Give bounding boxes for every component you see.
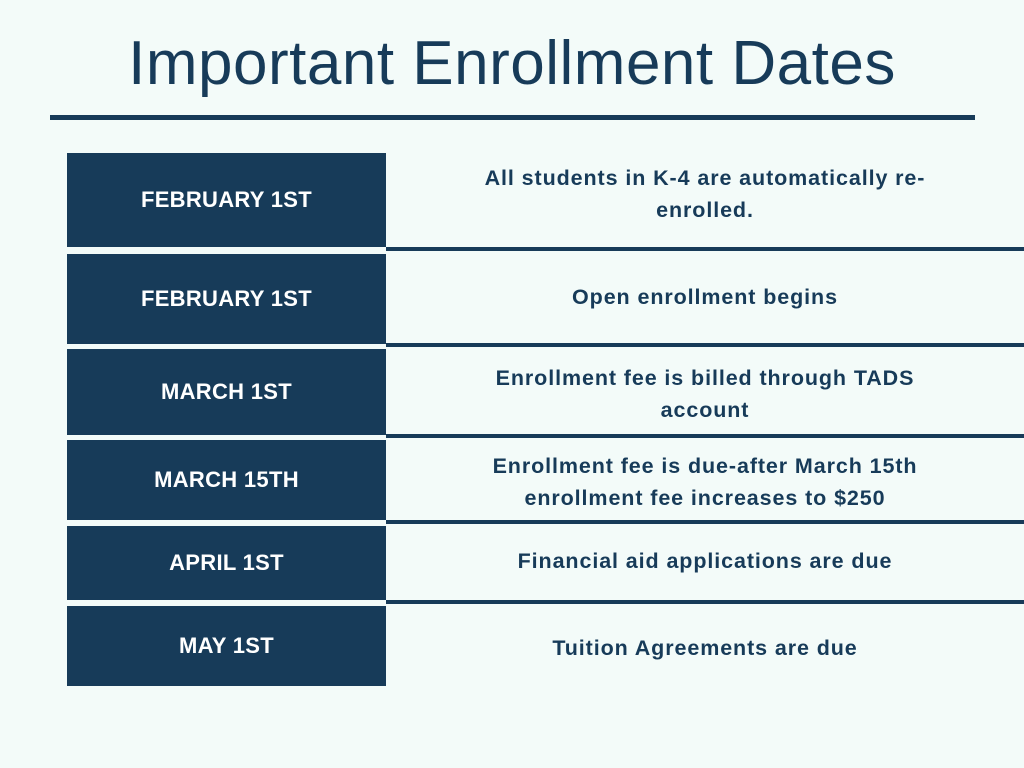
date-cell <box>67 606 386 686</box>
description-cell <box>405 360 1005 428</box>
row-divider <box>386 434 1024 438</box>
title-divider <box>50 115 975 120</box>
date-cell <box>67 153 386 247</box>
date-cell <box>67 440 386 520</box>
description-text: Enrollment fee is billed through TADS account <box>495 366 915 422</box>
date-label: FEBRUARY 1ST <box>140 187 313 212</box>
description-text: Open enrollment begins <box>572 285 838 309</box>
date-label: MARCH 1ST <box>160 379 293 404</box>
page-title: Important Enrollment Dates <box>128 29 896 98</box>
description-cell <box>405 544 1005 578</box>
row-divider <box>386 600 1024 604</box>
description-cell <box>405 160 1005 228</box>
description-cell <box>405 280 1005 314</box>
row-divider <box>386 247 1024 251</box>
date-cell <box>67 526 386 600</box>
date-label: MAY 1ST <box>178 633 275 658</box>
description-cell <box>405 631 1005 665</box>
date-label: MARCH 15TH <box>154 467 299 492</box>
description-text: All students in K-4 are automatically re-enrolled. <box>484 166 926 222</box>
date-cell <box>67 349 386 435</box>
row-divider <box>386 520 1024 524</box>
date-label: FEBRUARY 1ST <box>140 286 313 311</box>
date-cell <box>67 254 386 344</box>
row-divider <box>386 343 1024 347</box>
date-label: APRIL 1ST <box>169 550 284 575</box>
description-cell <box>405 448 1005 516</box>
description-text: Financial aid applications are due <box>517 549 893 573</box>
description-text: Enrollment fee is due-after March 15th enrollment fee increases to $250 <box>492 454 918 510</box>
description-text: Tuition Agreements are due <box>552 636 858 660</box>
